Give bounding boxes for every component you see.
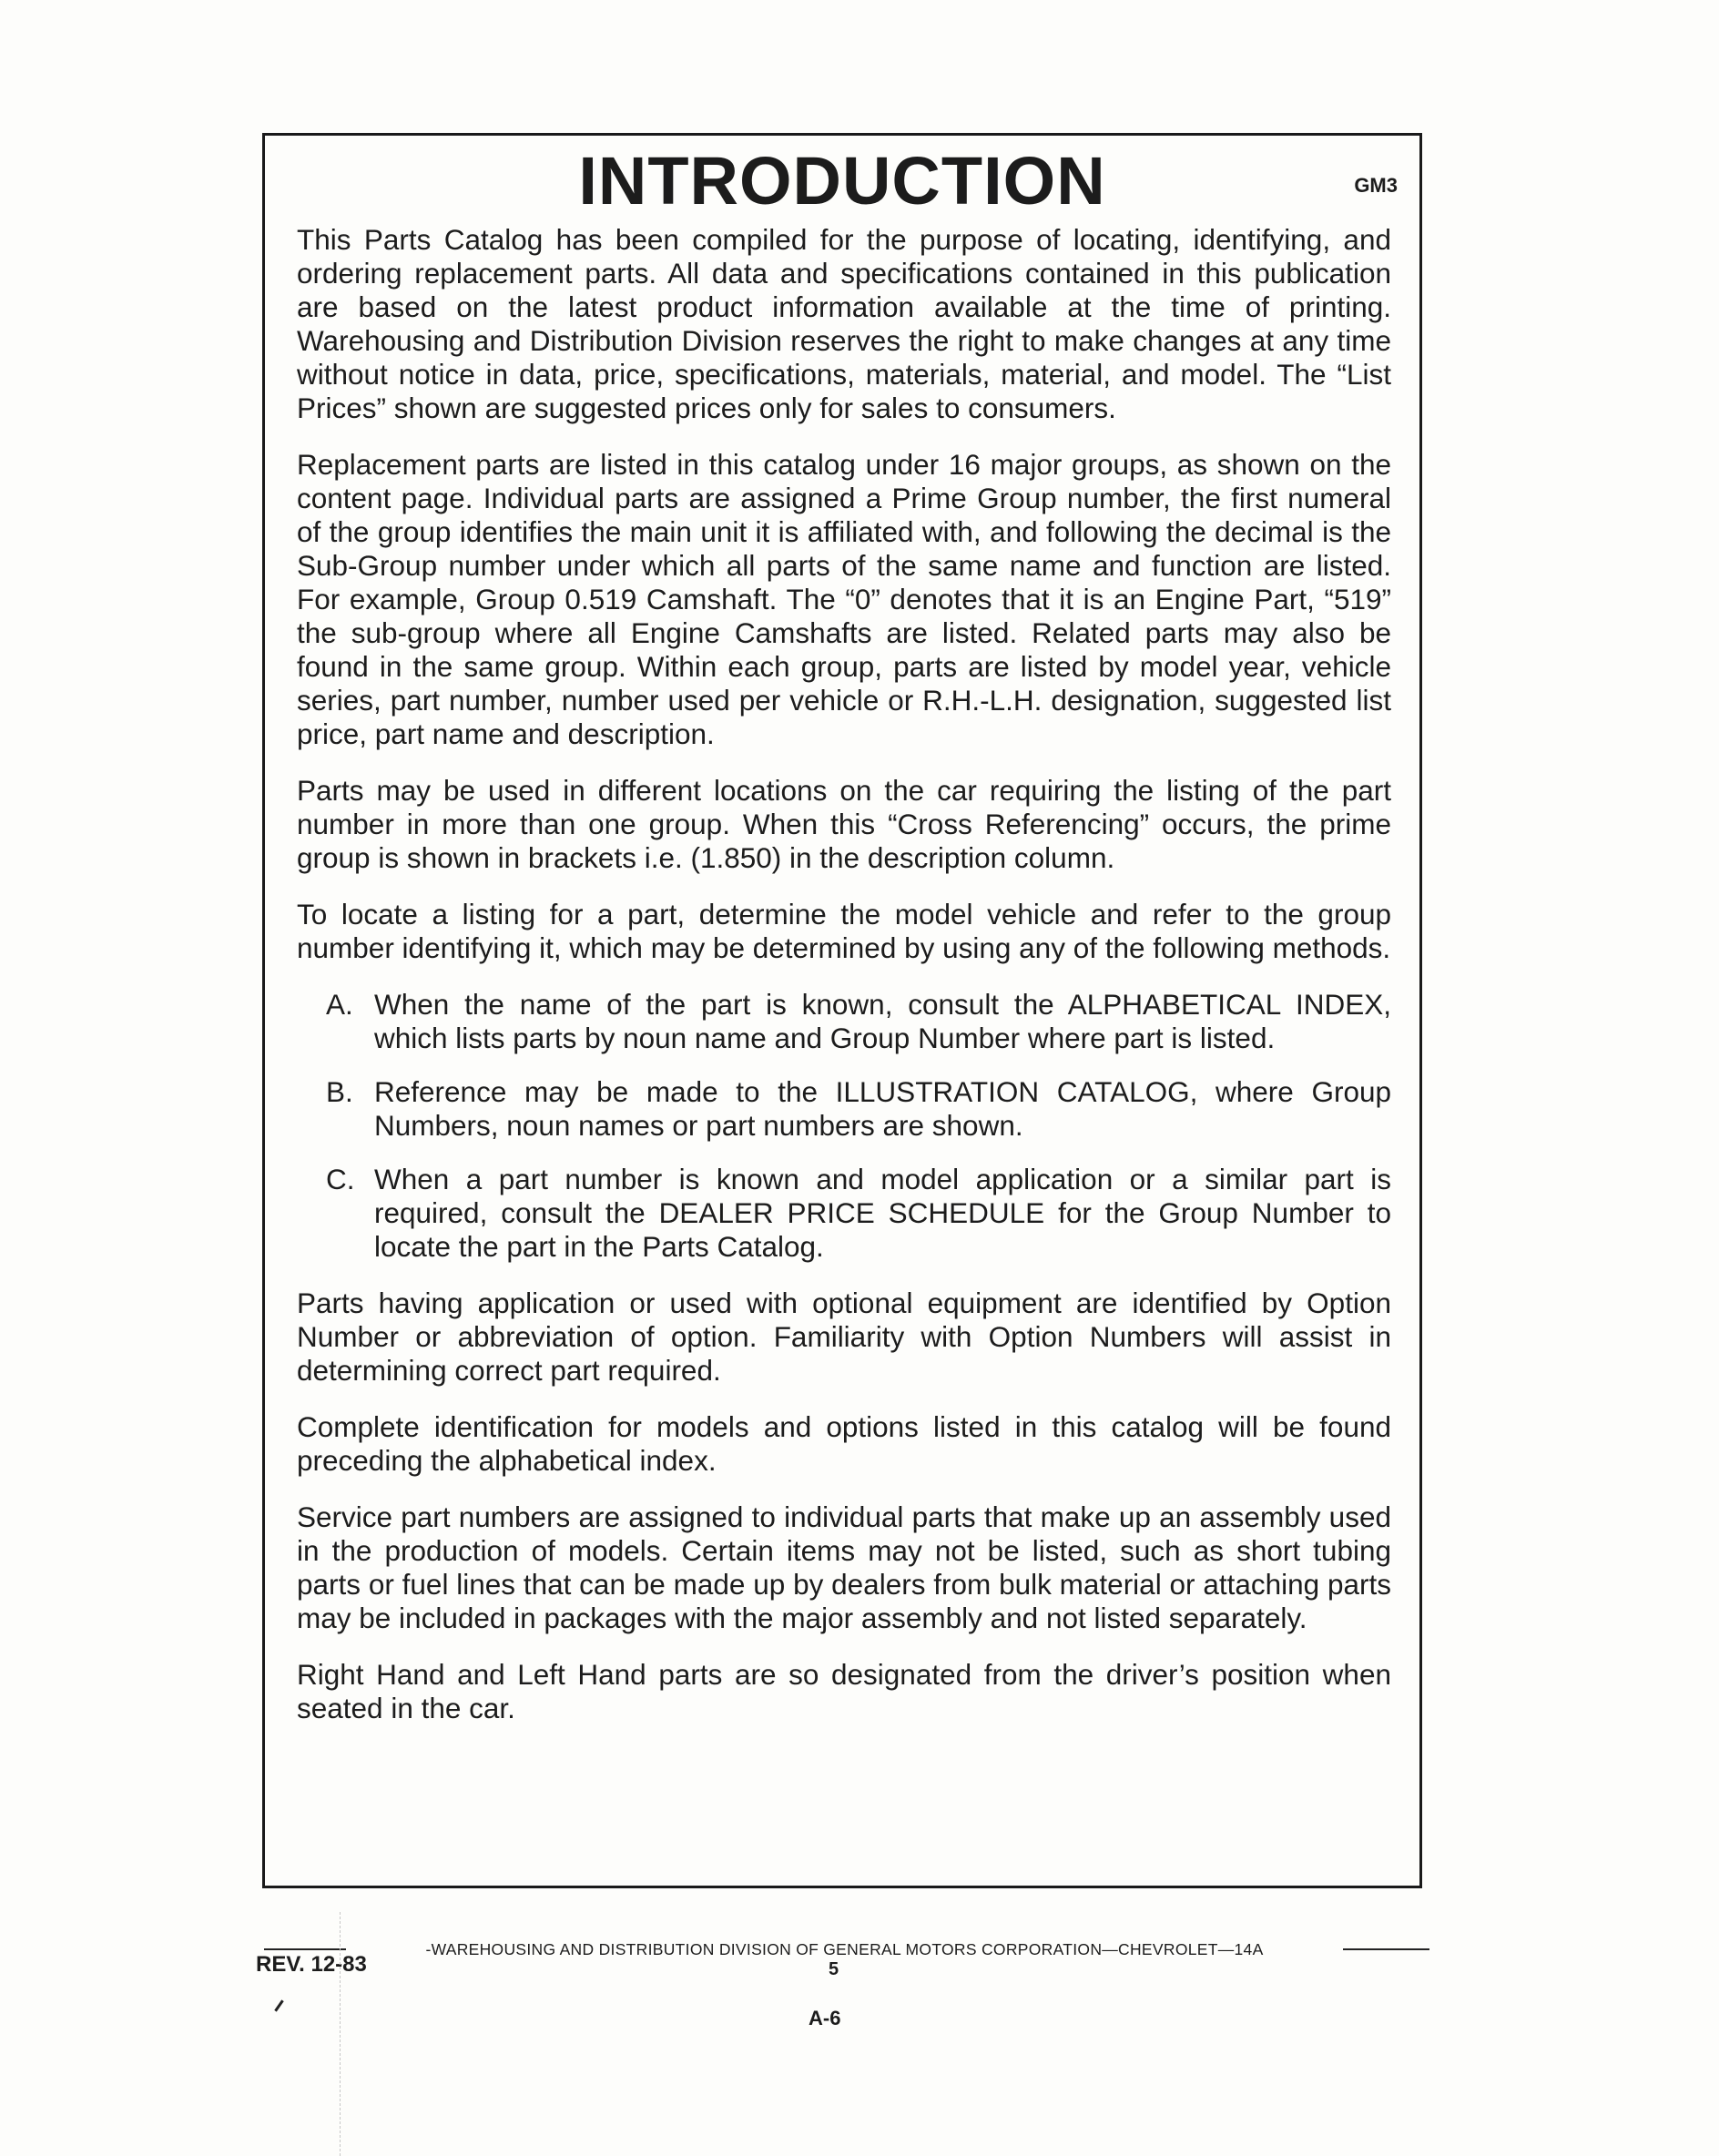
paragraph-groups: Replacement parts are listed in this catalog under 16 major groups, as shown on the content page. Individual parts are assigned a Prime Group number, the first numeral of the group identifies the main unit it is affiliated with, and following the decimal is the Sub-Group number under which all parts of the same name and function are listed. For example, Group 0.519 Camshaft. The “0” denotes that it is an Engine Part, “519” the sub-group where all Engine Camshafts are listed. Related parts may also be found in the same group. Within each group, parts are listed by model year, vehicle series, part number, number used per vehicle or R.H.-L.H. designation, suggested list price, part name and description. [297, 448, 1391, 750]
content-frame [262, 133, 1422, 1888]
revision-date: REV. 12-83 [256, 1952, 367, 1977]
page-title: INTRODUCTION [578, 143, 1106, 219]
paragraph-identification: Complete identification for models and options listed in this catalog will be found preceding the alphabetical index. [297, 1410, 1391, 1477]
footer-rule-left [264, 1948, 346, 1950]
list-item-text: When a part number is known and model application or a similar part is required, consult the DEALER PRICE SCHEDULE for the Group Number to locate the part in the Parts Catalog. [374, 1163, 1391, 1263]
methods-list [297, 988, 1391, 1264]
paragraph-locate: To locate a listing for a part, determine the model vehicle and refer to the group number identifying it, which may be determined by using any of the following methods. [297, 898, 1391, 964]
list-item [297, 1075, 1391, 1143]
list-item-text: Reference may be made to the ILLUSTRATION CATALOG, where Group Numbers, noun names or part numbers are shown. [374, 1075, 1391, 1142]
section-page-number: A-6 [809, 2007, 841, 2029]
list-item-text: When the name of the part is known, consult the ALPHABETICAL INDEX, which lists parts by noun name and Group Number where part is listed. [374, 988, 1391, 1054]
list-item-letter: A. [326, 988, 353, 1021]
paragraph-cross-referencing: Parts may be used in different locations on the car requiring the listing of the part number in more than one group. When this “Cross Referencing” occurs, the prime group is shown in brackets i.e. (1.850) in the description column. [297, 774, 1391, 874]
footer-publisher-line [264, 1937, 1429, 1961]
footer-rule-right [1343, 1948, 1429, 1950]
list-item [297, 1163, 1391, 1264]
paragraph-service-parts: Service part numbers are assigned to individual parts that make up an assembly used in the production of models. Certain items may not be listed, such as short tubing parts or fuel lines that can be made up by dealers from bulk material or attaching parts may be included in packages with the major assembly and not listed separately. [297, 1500, 1391, 1634]
catalog-code: GM3 [1354, 174, 1398, 197]
list-item-letter: C. [326, 1163, 355, 1195]
paragraph-right-left: Right Hand and Left Hand parts are so designated from the driver’s position when seated in the car. [297, 1658, 1391, 1724]
scan-fold-mark [340, 1912, 341, 2156]
pen-mark [274, 1999, 283, 2011]
paragraph-purpose: This Parts Catalog has been compiled for the purpose of locating, identifying, and ordering replacement parts. All data and specifications contained in this publication are based on the latest product information available at the time of printing. Warehousing and Distribution Division reserves the right to make changes at any time without notice in data, price, specifications, materials, material, and model. The “List Prices” shown are suggested prices only for sales to consumers. [297, 223, 1391, 424]
footer-publisher: -WAREHOUSING AND DISTRIBUTION DIVISION OF GENERAL MOTORS CORPORATION—CHEVROLET—14A [425, 1940, 1264, 1958]
list-item [297, 988, 1391, 1055]
list-item-letter: B. [326, 1075, 353, 1108]
introduction-body [297, 223, 1391, 1748]
paragraph-options: Parts having application or used with optional equipment are identified by Option Number or abbreviation of option. Familiarity with Option Numbers will assist in determining correct part required. [297, 1286, 1391, 1387]
page-number: 5 [829, 1959, 839, 1979]
